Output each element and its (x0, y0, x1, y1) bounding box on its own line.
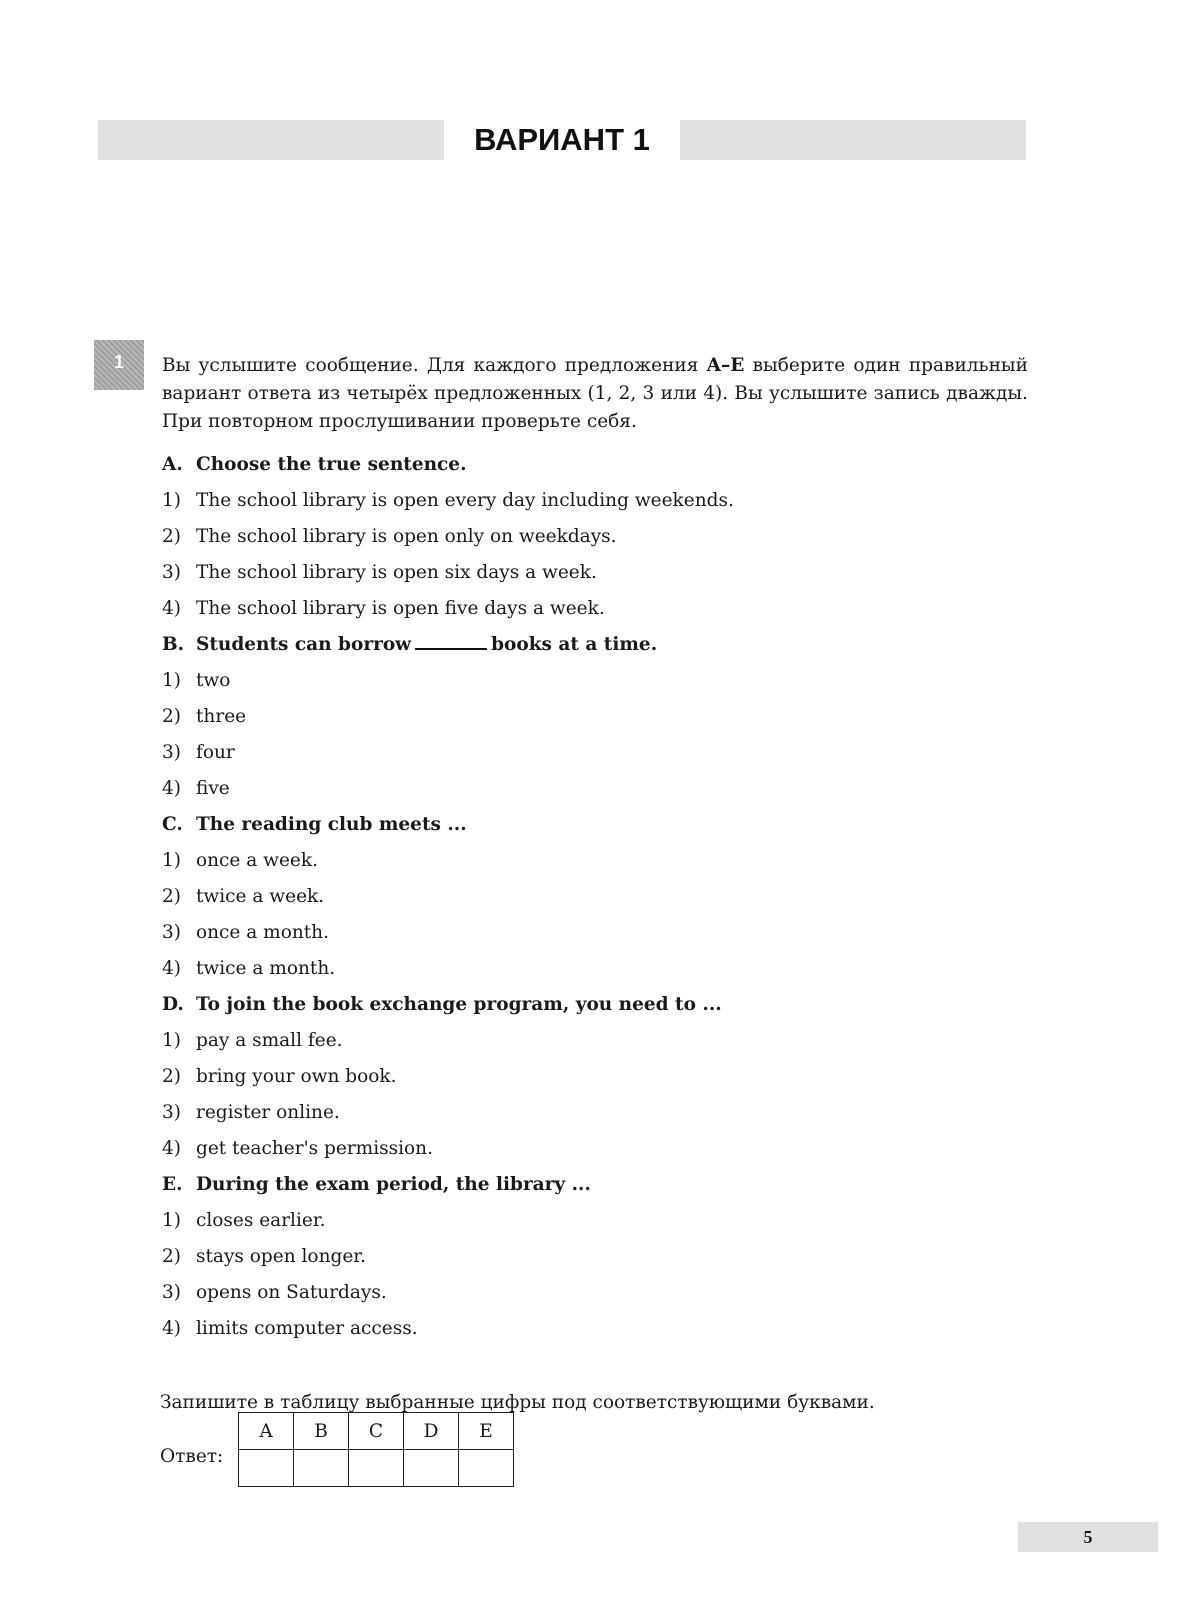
option-text: three (196, 706, 247, 727)
task-instructions (162, 352, 1028, 436)
answer-header-cell: C (349, 1413, 404, 1450)
question-b (162, 632, 1042, 802)
option-number: 4) (162, 958, 181, 979)
option-number: 3) (162, 562, 181, 583)
answer-cell-b[interactable] (294, 1450, 349, 1487)
option-text: pay a small fee. (196, 1030, 343, 1051)
question-title (162, 992, 1042, 1018)
page-title: ВАРИАНТ 1 (474, 122, 650, 157)
answer-header-cell: E (459, 1413, 514, 1450)
option-text: register online. (196, 1102, 340, 1123)
option-text: two (196, 670, 231, 691)
question-letter: A. (162, 454, 183, 475)
title-bar-left (98, 120, 444, 160)
option-number: 1) (162, 850, 181, 871)
instructions-bold: A–E (706, 355, 745, 376)
option-number: 3) (162, 1282, 181, 1303)
question-d (162, 992, 1042, 1162)
question-prompt-after: books at a time. (491, 634, 658, 655)
option-text: limits computer access. (196, 1318, 418, 1339)
question-title (162, 452, 1042, 478)
option-number: 1) (162, 670, 181, 691)
option (162, 560, 1042, 586)
option-number: 1) (162, 1210, 181, 1231)
answer-cell-e[interactable] (459, 1450, 514, 1487)
option-number: 1) (162, 490, 181, 511)
title-bar-right (680, 120, 1026, 160)
option (162, 1208, 1042, 1234)
question-prompt: To join the book exchange program, you need to ... (196, 994, 722, 1015)
option (162, 920, 1042, 946)
option-number: 4) (162, 1318, 181, 1339)
question-title (162, 1172, 1042, 1198)
option-number: 3) (162, 922, 181, 943)
question-letter: C. (162, 814, 183, 835)
option-text: five (196, 778, 230, 799)
option (162, 1280, 1042, 1306)
question-prompt: Choose the true sentence. (196, 454, 467, 475)
option-text: The school library is open five days a week. (196, 598, 605, 619)
option-number: 3) (162, 1102, 181, 1123)
option (162, 1064, 1042, 1090)
option (162, 1136, 1042, 1162)
option-number: 4) (162, 778, 181, 799)
question-prompt: During the exam period, the library ... (196, 1174, 591, 1195)
option (162, 956, 1042, 982)
answer-header-row (239, 1413, 514, 1450)
option-text: The school library is open six days a week. (196, 562, 597, 583)
option-number: 1) (162, 1030, 181, 1051)
option (162, 776, 1042, 802)
option-text: bring your own book. (196, 1066, 397, 1087)
option (162, 524, 1042, 550)
answer-header-cell: B (294, 1413, 349, 1450)
option-number: 2) (162, 886, 181, 907)
option-number: 4) (162, 598, 181, 619)
option (162, 596, 1042, 622)
instructions-part2: выберите один правильный вариант ответа из четырёх предложенных (1, 2, 3 или 4). Вы услышите запись дважды. При повторном прослушивании проверьте себя. (162, 355, 1028, 432)
option-number: 2) (162, 706, 181, 727)
option (162, 848, 1042, 874)
question-letter: B. (162, 634, 185, 655)
page-number: 5 (1018, 1522, 1158, 1552)
questions-list (162, 452, 1042, 1352)
question-letter: D. (162, 994, 184, 1015)
option-number: 4) (162, 1138, 181, 1159)
option-text: get teacher's permission. (196, 1138, 433, 1159)
option (162, 704, 1042, 730)
instructions-part1: Вы услышите сообщение. Для каждого предложения (162, 355, 707, 376)
answer-cell-c[interactable] (349, 1450, 404, 1487)
option (162, 1316, 1042, 1342)
option-text: The school library is open only on weekdays. (196, 526, 617, 547)
question-e (162, 1172, 1042, 1342)
option-text: opens on Saturdays. (196, 1282, 387, 1303)
answer-cell-d[interactable] (404, 1450, 459, 1487)
option-number: 2) (162, 526, 181, 547)
option-number: 2) (162, 1246, 181, 1267)
option-number: 3) (162, 742, 181, 763)
question-c (162, 812, 1042, 982)
answer-header-cell: D (404, 1413, 459, 1450)
option-text: twice a month. (196, 958, 336, 979)
option-text: once a month. (196, 922, 329, 943)
answer-input-row (239, 1450, 514, 1487)
question-a (162, 452, 1042, 622)
option-text: four (196, 742, 235, 763)
option-text: stays open longer. (196, 1246, 366, 1267)
answer-header-cell: A (239, 1413, 294, 1450)
option-text: The school library is open every day including weekends. (196, 490, 734, 511)
option (162, 1100, 1042, 1126)
answer-cell-a[interactable] (239, 1450, 294, 1487)
question-title (162, 632, 1042, 658)
option-number: 2) (162, 1066, 181, 1087)
option (162, 488, 1042, 514)
option (162, 884, 1042, 910)
question-title (162, 812, 1042, 838)
option (162, 668, 1042, 694)
task-number-badge: 1 (94, 340, 144, 390)
question-prompt-before: Students can borrow (196, 634, 412, 655)
question-prompt: The reading club meets ... (196, 814, 467, 835)
option (162, 1244, 1042, 1270)
option (162, 740, 1042, 766)
option (162, 1028, 1042, 1054)
option-text: twice a week. (196, 886, 325, 907)
option-text: once a week. (196, 850, 318, 871)
option-text: closes earlier. (196, 1210, 326, 1231)
question-letter: E. (162, 1174, 183, 1195)
answer-label: Ответ: (160, 1446, 224, 1467)
answer-table (238, 1412, 514, 1487)
write-instruction: Запишите в таблицу выбранные цифры под соответствующими буквами. (160, 1392, 875, 1413)
answer-blank (415, 634, 487, 650)
